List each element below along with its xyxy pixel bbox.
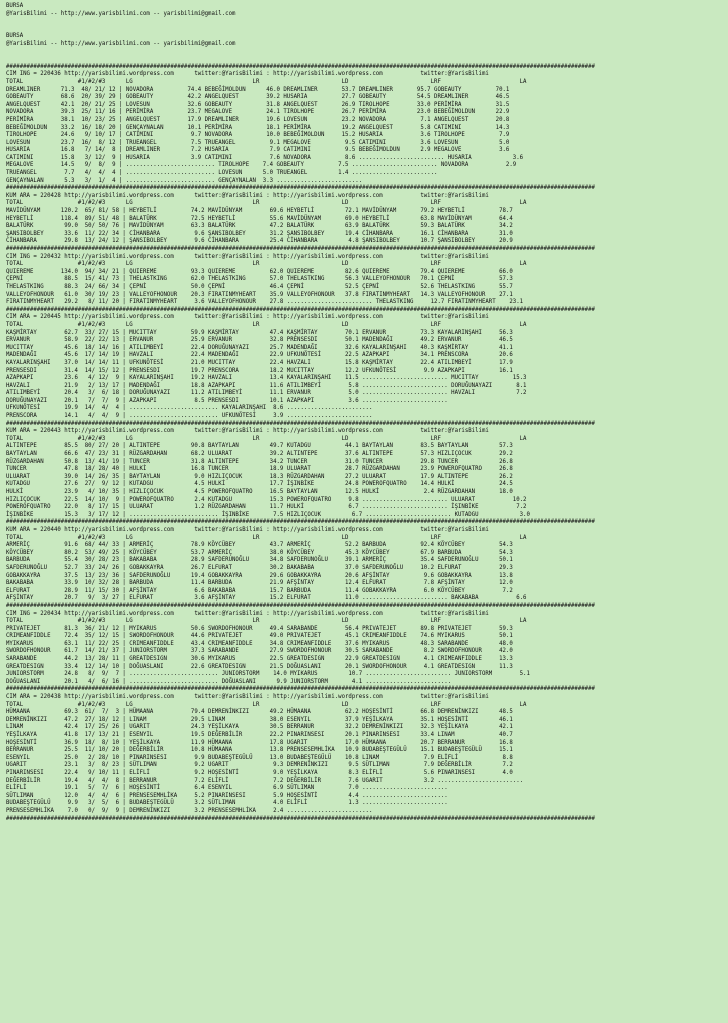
blank-line [6,18,728,26]
race-row: SÜTLIMAN 12.0 4/ 4/ 6 | PRENSESEMHLİKA 5.2 PINARINSESI 5.9 HOŞESİNTİ 4.4 ......................... [6,792,448,799]
race-row: ÇEPNİ 88.5 15/ 41/ 73 | THELASTKING 62.0 THELASTKING 57.0 THELASTKING 56.3 VALLEYOFHONOUR 70.1 ÇEPNİ 57.3 [6,276,513,283]
race-title: KUM ARA = 220443 http://yarisbilimi.wordpress.com twitter:@YarisBilimi : http://yarisbilimi.wordpress.com twitter:@YarisBilimi [6,428,489,435]
race-row: ELİFLİ 19.1 5/ 7/ 6 | HOŞESİNTİ 6.4 ESENYIL 6.9 SÜTLIMAN 7.0 ......................... [6,785,448,792]
race-row: ALTINTEPE 85.5 80/ 27/ 20 | ALTINTEPE 90.8 BAYTAYLAN 49.7 KUTADGU 44.1 BAYTAYLAN 83.5 BAYTAYLAN 57.3 [6,443,513,450]
race-row: ESENYIL 25.0 2/ 28/ 10 | PINARINSESI 9.9 BUDABEŞTEGÜLÜ 13.0 BUDABEŞTEGÜLÜ 10.8 LINAM 7.9 ELİFLİ 8.8 [6,754,513,761]
blank-line [6,49,728,57]
race-row: BERRANUR 25.5 11/ 10/ 20 | DEĞERBİLİR 10.8 HÜMAANA 13.8 PRENSESEMHLİKA 10.9 BUDABEŞTEGÜLÜ 15.1 BUDABEŞTEGÜLÜ 15.1 [6,747,513,754]
race-row: GOBAKKAYRA 37.5 13/ 23/ 36 | SAFDERUNOĞLU 19.4 GOBAKKAYRA 29.6 GOBAKKAYRA 20.6 AFŞİNTAY 9.6 GOBAKKAYRA 13.8 [6,572,513,579]
race-row: MYIKARUS 63.1 11/ 22/ 25 | CRIMEANFIDDLE 43.4 CRIMEANFIDDLE 34.8 CRIMEANFIDDLE 37.6 MYIKARUS 48.3 SARABANDE 48.0 [6,640,513,647]
race-row: RÜZGARDAHAN 50.8 13/ 41/ 19 | TUNCER 31.8 ALTINTEPE 34.2 TUNCER 31.0 TUNCER 29.8 TUNCER 26.8 [6,458,513,465]
separator-line: ############################################################################################################################################################################ [6,246,595,252]
race-row: MUCITTAY 45.6 18/ 14/ 16 | ATILIMBEYİ 22.4 DORUĞUNAYAZI 25.7 MADENDAĞI 32.6 KAYALARINŞAHI 40.3 KAŞMİRTAY 41.1 [6,344,513,351]
race-row: GENÇAYNALAN 5.3 3/ 1/ 4 | .......................... GENÇAYNALAN 3.3 ......................... [6,177,363,184]
race-row: YEŞİLKAYA 41.8 17/ 13/ 21 | ESENYIL 19.5 DEĞERBİLİR 22.2 PINARINSESI 20.1 PINARINSESI 33.4 LINAM 40.7 [6,732,513,738]
race-row: DEMRENİNKIZI 47.2 27/ 18/ 12 | LINAM 29.5 LINAM 38.0 ESENYIL 37.9 YEŞİLKAYA 35.1 HOŞESİNTİ 46.1 [6,716,513,723]
race-row: ANGELQUEST 42.1 20/ 21/ 25 | LOVESUN 32.6 GOBEAUTY 31.8 ANGELQUEST 26.9 TIROLHOPE 33.0 PERİMİRA 31.5 [6,101,510,108]
race-row: JUNIORSTORM 24.8 8/ 9/ 7 | .......................... JUNIORSTORM 14.0 MYIKARUS 10.7 ......................... JUNIORSTORM 5.1 [6,671,530,678]
race-title: KUM ARA = 220428 http://yarisbilimi.wordpress.com twitter:@YarisBilimi : http://yarisbilimi.wordpress.com twitter:@YarisBilimi [6,192,489,199]
race-row: PRENSCORA 14.1 4/ 4/ 9 | .......................... UFKUNÖTESİ 3.9 ......................... [6,413,373,420]
race-row: ELFURAT 28.9 11/ 15/ 30 | AFŞİNTAY 6.6 BAKABABA 15.7 BARBUDA 11.4 GOBAKKAYRA 6.0 KÖYCÜBEY 7.2 [6,587,513,594]
race-row: POWEROFQUATRO 22.0 8/ 17/ 15 | ULUARAT 1.2 RÜZGARDAHAN 11.7 HULKİ 6.7 ......................... İŞINBİKE 7.2 [6,504,527,511]
race-row: UFKUNÖTESİ 19.9 14/ 4/ 4 | .......................... KAYALARINŞAHI 8.6 ......................... [6,405,373,412]
race-row: KAŞMİRTAY 62.7 33/ 27/ 15 | MUCITTAY 59.9 KAŞMİRTAY 47.4 KAŞMİRTAY 70.1 ERVANUR 73.3 KAYALARINŞAHI 56.3 [6,329,513,336]
header-contact: @YarisBilimi -- http://www.yarisbilimi.com -- yarisbilimi@gmail.com [6,10,236,17]
column-header: TOTAL #1/#2/#3 LG LR LD LRF LA [6,534,527,541]
race-row: İŞINBİKE 15.3 3/ 17/ 12 | .......................... İŞINBİKE 7.5 HIZLIÇOCUK 6.7 ......................... KUTADGU 3.0 [6,511,530,518]
race-row: GREATDESIGN 33.4 12/ 14/ 10 | DOĞUASLANI 22.6 GREATDESIGN 21.5 DOĞUASLANI 20.1 SWORDOFHONOUR 4.1 GREATDESIGN 11.3 [6,663,513,670]
race-row: AZAPKAPI 23.6 4/ 12/ 9 | KAYALARINŞAHI 19.2 HAVZALI 13.4 KAYALARINŞAHI 11.5 ......................... MUCITTAY 15.3 [6,375,527,382]
race-row: ERVANUR 58.9 22/ 22/ 13 | ERVANUR 25.9 ERVANUR 32.8 PRENSESDI 50.1 MADENDAĞI 49.2 ERVANUR 46.5 [6,337,513,344]
race-title: CIM ING = 220434 http://yarisbilimi.wordpress.com twitter:@YarisBilimi : http://yarisbilimi.wordpress.com twitter:@YarisBilimi [6,610,489,617]
header-city: BURSA [6,33,24,40]
column-header: TOTAL #1/#2/#3 LG LR LD LRF LA [6,435,527,442]
header-city: BURSA [6,3,24,9]
race-row: PINARINSESI 22.4 9/ 10/ 11 | ELİFLİ 9.2 HOŞESİNTİ 9.0 YEŞİLKAYA 8.3 ELİFLİ 5.6 PINARINSESI 4.0 [6,769,513,776]
race-row: MAVİDÜNYAM 120.2 65/ 81/ 58 | HEYBETLİ 74.2 MAVİDÜNYAM 69.6 HEYBETLİ 72.1 MAVİDÜNYAM 79.2 HEYBETLİ 78.7 [6,208,513,215]
blank-line [6,56,728,64]
race-title: CIM ARA = 220445 http://yarisbilimi.wordpress.com twitter:@YarisBilimi : http://yarisbilimi.wordpress.com twitter:@YarisBilimi [6,314,489,321]
separator-line: ############################################################################################################################################################################ [6,306,595,313]
race-row: DEĞERBİLİR 19.4 4/ 4/ 8 | BERRANUR 7.2 ELİFLİ 7.2 DEĞERBİLİR 7.6 UGARIT 3.2 ......................... [6,777,524,784]
race-row: ATILIMBEYİ 20.4 3/ 6/ 18 | DORUĞUNAYAZI 11.2 ATILIMBEYİ 11.1 ERVANUR 5.0 ......................... HAVZALI 7.2 [6,390,527,397]
race-row: GOBEAUTY 68.6 20/ 39/ 29 | GOBEAUTY 42.2 ANGELQUEST 39.2 HUSARIA 27.7 GOBEAUTY 54.5 DREAMLINER 46.5 [6,94,510,101]
race-row: VALLEYOFHONOUR 61.0 30/ 19/ 23 | VALLEYOFHONOUR 20.3 FIRATINMYHEART 35.9 VALLEYOFHONOUR 37.8 FIRATINMYHEART 14.3 VALLEYOFHONOUR 27.1 [6,291,513,298]
race-title: CIM ING = 220436 http://yarisbilimi.wordpress.com twitter:@YarisBilimi : http://yarisbilimi.wordpress.com twitter:@YarisBilimi [6,71,489,78]
race-row: LINAM 42.4 17/ 25/ 26 | UGARIT 24.3 YEŞİLKAYA 30.5 BERRANUR 32.2 DEMRENİNKIZI 32.3 YEŞİLKAYA 42.1 [6,724,513,731]
race-row: BEBEĞİMOLDUN 33.2 16/ 18/ 20 | GENÇAYNALAN 10.1 PERİMİRA 18.1 PERİMİRA 19.2 ANGELQUEST 5.8 CATIMINI 14.3 [6,124,510,131]
separator-line: ############################################################################################################################################################################ [6,686,595,693]
race-row: BAYTAYLAN 66.6 47/ 23/ 31 | RÜZGARDAHAN 68.2 ULUARAT 39.2 ALTINTEPE 37.6 ALTINTEPE 57.3 HIZLIÇOCUK 29.2 [6,451,513,458]
race-row: MADENDAĞI 45.6 17/ 14/ 19 | HAVZALI 22.4 MADENDAĞI 22.9 UFKUNÖTESİ 22.5 AZAPKAPI 34.1 PRENSCORA 20.6 [6,352,513,359]
column-header: TOTAL #1/#2/#3 LG LR LD LRF LA [6,200,527,207]
column-header: TOTAL #1/#2/#3 LG LR LD LRF LA [6,701,527,708]
race-row: SWORDOFHONOUR 61.7 14/ 21/ 37 | JUNIORSTORM 37.3 SARABANDE 27.9 SWORDOFHONOUR 30.5 SARABANDE 8.2 SWORDOFHONOUR 42.0 [6,648,513,655]
race-row: HULKİ 23.9 4/ 10/ 35 | HIZLIÇOCUK 4.5 POWEROFQUATRO 16.5 BAYTAYLAN 12.5 HULKİ 2.4 RÜZGARDAHAN 18.0 [6,489,513,495]
separator-line: ############################################################################################################################################################################ [6,519,595,526]
race-row: ARMERİÇ 91.6 68/ 44/ 33 | ARMERİÇ 78.9 KÖYCÜBEY 43.7 ARMERİÇ 52.2 BARBUDA 92.4 KÖYCÜBEY 54.3 [6,542,513,549]
separator-line: ############################################################################################################################################################################ [6,420,595,427]
race-row: TUNCER 47.8 18/ 28/ 40 | HULKİ 16.8 TUNCER 18.9 ULUARAT 28.7 RÜZGARDAHAN 23.9 POWEROFQUATRO 26.8 [6,466,513,473]
race-row: CATIMINI 15.8 3/ 12/ 9 | HUSARIA 3.9 CATIMINI 7.6 NOVADORA 8.6 ......................... HUSARIA 3.6 [6,154,524,161]
separator-line: ############################################################################################################################################################################ [6,63,595,70]
race-row: NOVADORA 39.3 25/ 11/ 16 | PERİMİRA 23.7 MEGALOVE 24.1 TIROLHOPE 26.7 PERİMİRA 23.0 BEBEĞİMOLDUN 22.9 [6,109,510,116]
race-row: BUDABEŞTEGÜLÜ 9.9 3/ 5/ 6 | BUDABEŞTEGÜLÜ 3.2 SÜTLIMAN 4.0 ELİFLİ 1.3 ......................... [6,800,448,807]
column-header: TOTAL #1/#2/#3 LG LR LD LRF LA [6,321,527,328]
race-row: HAVZALI 21.9 2/ 13/ 17 | MADENDAĞI 18.8 AZAPKAPI 11.6 ATILIMBEYİ 5.8 ......................... DORUĞUNAYAZI 8.1 [6,382,527,389]
race-row: CİHANBARA 29.8 13/ 24/ 12 | ŞANSIBOLBEY 9.6 CİHANBARA 25.4 CİHANBARA 4.8 ŞANSIBOLBEY 10.7 ŞANSIBOLBEY 20.9 [6,238,513,245]
race-row: SAFDERUNOĞLU 52.7 33/ 24/ 26 | GOBAKKAYRA 26.7 ELFURAT 30.2 BAKABABA 37.0 SAFDERUNOĞLU 10.2 ELFURAT 29.3 [6,564,513,571]
race-row: PRENSESDI 31.4 14/ 15/ 12 | PRENSESDI 19.7 PRENSCORA 18.2 MUCITTAY 12.2 UFKUNÖTESİ 9.9 AZAPKAPI 16.1 [6,367,513,374]
separator-line: ############################################################################################################################################################################ [6,185,595,192]
race-row: BALATÜRK 99.0 50/ 50/ 76 | MAVİDÜNYAM 63.3 BALATÜRK 47.2 BALATÜRK 63.9 BALATÜRK 59.3 BALATÜRK 34.2 [6,223,513,230]
race-row: TRUEANGEL 7.7 4/ 4/ 4 | .......................... LOVESUN 5.0 TRUEANGEL 1.4 ......................... [6,170,438,177]
column-header: TOTAL #1/#2/#3 LG LR LD LRF LA [6,261,527,268]
race-row: LOVESUN 23.7 16/ 8/ 12 | TRUEANGEL 7.5 TRUEANGEL 9.1 MEGALOVE 9.5 CATIMINI 3.6 LOVESUN 5.0 [6,139,510,146]
column-header: TOTAL #1/#2/#3 LG LR LD LRF LA [6,618,527,625]
separator-line: ############################################################################################################################################################################ [6,602,595,609]
race-row: KAYALARINŞAHI 37.0 14/ 14/ 11 | UFKUNÖTESİ 21.0 MUCITTAY 22.4 HAVZALI 15.8 KAŞMİRTAY 22.4 ATILIMBEYİ 17.9 [6,359,513,366]
race-row: PRIVATEJET 81.3 36/ 21/ 12 | MYIKARUS 50.6 SWORDOFHONOUR 49.4 SARABANDE 56.4 PRIVATEJET 89.8 PRIVATEJET 59.3 [6,625,513,632]
race-row: HÜMAANA 69.3 61/ 7/ 3 | HÜMAANA 79.4 DEMRENİNKIZI 49.2 HÜMAANA 62.2 HOŞESİNTİ 66.8 DEMRENİNKIZI 48.5 [6,709,513,716]
race-row: ULUARAT 39.0 14/ 26/ 35 | BAYTAYLAN 9.0 HIZLIÇOCUK 18.3 RÜZGARDAHAN 27.2 ULUARAT 17.9 ALTINTEPE 26.2 [6,473,513,480]
race-row: SARABANDE 44.2 13/ 28/ 11 | GREATDESIGN 30.6 MYIKARUS 22.5 GREATDESIGN 22.9 GREATDESIGN 4.1 CRIMEANFIDDLE 13.3 [6,656,513,663]
race-title: KUM ARA = 220440 http://yarisbilimi.wordpress.com twitter:@YarisBilimi : http://yarisbilimi.wordpress.com twitter:@YarisBilimi [6,526,489,533]
race-row: HOŞESİNTİ 36.9 18/ 8/ 10 | YEŞİLKAYA 11.9 HÜMAANA 17.8 UGARIT 17.0 HÜMAANA 20.7 BERRANUR 16.8 [6,739,513,746]
race-row: BARBUDA 55.4 30/ 28/ 23 | BAKABABA 28.9 SAFDERUNOĞLU 34.8 SAFDERUNOĞLU 39.1 ARMERİÇ 35.4 SAFDERUNOĞLU 50.1 [6,557,513,564]
race-row: KÖYCÜBEY 80.2 53/ 49/ 25 | KÖYCÜBEY 53.7 ARMERİÇ 38.0 KÖYCÜBEY 45.3 KÖYCÜBEY 67.9 BARBUDA 54.3 [6,549,513,556]
race-row: HUSARIA 16.8 7/ 14/ 8 | DREAMLINER 7.2 HUSARIA 7.9 CATIMINI 9.5 BEBEĞİMOLDUN 2.9 MEGALOVE 3.6 [6,147,510,154]
race-row: DOĞUASLANI 20.1 4/ 6/ 16 | .......................... DOĞUASLANI 9.9 JUNIORSTORM 4.1 ......................... [6,678,452,685]
race-row: HIZLIÇOCUK 22.5 14/ 10/ 9 | POWEROFQUATRO 2.4 KUTADGU 15.3 POWEROFQUATRO 9.8 ......................... ULUARAT 10.2 [6,496,527,503]
race-row: TIROLHOPE 24.6 9/ 10/ 17 | CATIMINI 9.7 NOVADORA 10.0 BEBEĞİMOLDUN 15.2 HUSARIA 3.6 TIROLHOPE 7.9 [6,132,510,139]
race-row: AFŞİNTAY 20.7 9/ 3/ 27 | ELFURAT 3.6 AFŞİNTAY 15.2 ELFURAT 11.0 ......................... BAKABABA 6.6 [6,595,527,602]
race-row: DREAMLINER 71.3 48/ 21/ 12 | NOVADORA 74.4 BEBEĞİMOLDUN 46.0 DREAMLINER 53.7 DREAMLINER 95.7 GOBEAUTY 70.1 [6,86,510,93]
race-row: ŞANSIBOLBEY 33.6 11/ 22/ 34 | CİHANBARA 9.6 ŞANSIBOLBEY 31.2 ŞANSIBOLBEY 19.4 CİHANBARA 16.1 CİHANBARA 31.0 [6,230,513,237]
separator-line: ############################################################################################################################################################################ [6,815,595,822]
race-title: CIM ARA = 220438 http://yarisbilimi.wordpress.com twitter:@YarisBilimi : http://yarisbilimi.wordpress.com twitter:@YarisBilimi [6,694,489,701]
column-header: TOTAL #1/#2/#3 LG LR LD LRF LA [6,78,527,85]
race-row: UGARIT 23.1 3/ 8/ 23 | SÜTLIMAN 9.2 UGARIT 9.3 DEMRENİNKIZI 9.5 SÜTLIMAN 7.9 DEĞERBİLİR 7.2 [6,762,513,769]
race-row: BAKABABA 33.9 10/ 32/ 28 | BARBUDA 11.4 BARBUDA 21.9 AFŞİNTAY 12.4 ELFURAT 7.8 AFŞİNTAY 12.0 [6,580,513,587]
race-row: KUTADGU 27.6 27/ 9/ 12 | KUTADGU 4.5 HULKİ 17.7 İŞINBİKE 24.8 POWEROFQUATRO 14.4 HULKİ 24.5 [6,481,513,488]
race-row: PERİMİRA 38.1 10/ 23/ 25 | ANGELQUEST 17.9 DREAMLINER 19.6 LOVESUN 23.2 NOVADORA 7.1 ANGELQUEST 20.8 [6,116,510,123]
blank-line [6,26,728,34]
race-row: THELASTKING 88.3 24/ 66/ 34 | ÇEPNİ 50.0 ÇEPNİ 46.4 ÇEPNİ 52.5 ÇEPNİ 52.6 THELASTKING 55.7 [6,283,513,290]
race-row: FIRATINMYHEART 29.2 8/ 11/ 20 | FIRATINMYHEART 3.6 VALLEYOFHONOUR 27.8 ......................... THELASTKING 12.7 FIRATINMYHEART 23.1 [6,299,524,306]
race-row: HEYBETLİ 118.4 89/ 51/ 48 | BALATÜRK 72.5 HEYBETLİ 55.6 MAVİDÜNYAM 69.0 HEYBETLİ 63.8 MAVİDÜNYAM 64.4 [6,215,513,222]
race-row: PRENSESEMHLİKA 7.0 0/ 9/ 9 | DEMRENİNKIZI 3.2 PRENSESEMHLİKA 2.4 ......................... [6,807,373,814]
header-contact: @YarisBilimi -- http://www.yarisbilimi.com -- yarisbilimi@gmail.com [6,40,236,47]
race-title: CIM ING = 220432 http://yarisbilimi.wordpress.com twitter:@YarisBilimi : http://yarisbilimi.wordpress.com twitter:@YarisBilimi [6,253,489,260]
race-row: CRIMEANFIDDLE 72.4 35/ 12/ 15 | SWORDOFHONOUR 44.6 PRIVATEJET 49.0 PRIVATEJET 45.1 CRIMEANFIDDLE 74.6 MYIKARUS 50.1 [6,633,513,640]
race-row: MEGALOVE 14.5 9/ 8/ 9 | .......................... TIROLHOPE 7.4 GOBEAUTY 7.5 ......................... NOVADORA 2.9 [6,162,517,169]
race-row: QUIEREME 134.0 94/ 34/ 21 | QUIEREME 93.3 QUIEREME 62.0 QUIEREME 82.6 QUIEREME 79.4 QUIEREME 66.0 [6,268,513,275]
race-row: DORUĞUNAYAZI 20.1 7/ 7/ 9 | AZAPKAPI 8.5 PRENSESDI 10.1 AZAPKAPI 3.6 ......................... [6,397,448,404]
